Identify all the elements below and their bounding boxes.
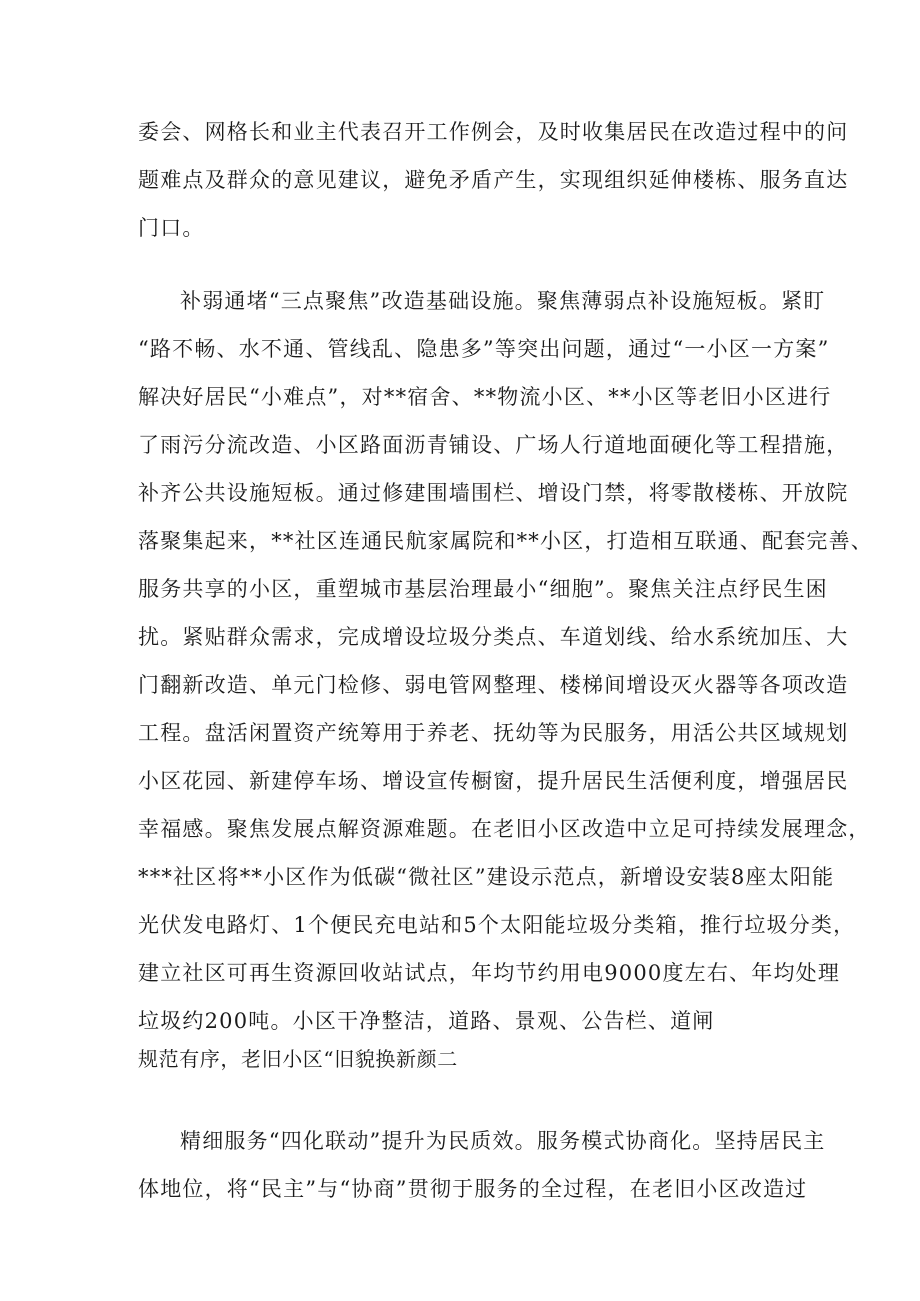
paragraph-1-line-2: 题难点及群众的意见建议，避免矛盾产生，实现组织延伸楼栋、服务直达 (138, 168, 849, 192)
paragraph-2-line-2: “路不畅、水不通、管线乱、隐患多”等突出问题，通过“一小区一方案” (138, 337, 830, 361)
paragraph-2-line-9: 门翻新改造、单元门检修、弱电管网整理、楼梯间增设灭火器等各项改造 (138, 673, 849, 697)
paragraph-2-line-17: 规范有序，老旧小区“旧貌换新颜二 (138, 1047, 458, 1071)
paragraph-2-line-5: 补齐公共设施短板。通过修建围墙围栏、增设门禁，将零散楼栋、开放院 (138, 481, 849, 505)
paragraph-3-line-2: 体地位，将“民主”与“协商”贯彻于服务的全过程，在老旧小区改造过 (138, 1177, 808, 1201)
paragraph-2-line-8: 扰。紧贴群众需求，完成增设垃圾分类点、车道划线、给水系统加压、大 (138, 625, 849, 649)
paragraph-2-line-6: 落聚集起来，**社区连通民航家属院和**小区，打造相互联通、配套完善、 (138, 529, 873, 553)
paragraph-1-line-1: 委会、网格长和业主代表召开工作例会，及时收集居民在改造过程中的问 (138, 120, 849, 144)
paragraph-2-line-11: 小区花园、新建停车场、增设宣传橱窗，提升居民生活便利度，增强居民 (138, 769, 849, 793)
paragraph-2-line-15: 建立社区可再生资源回收站试点，年均节约用电9000度左右、年均处理 (138, 961, 841, 985)
paragraph-2-line-4: 了雨污分流改造、小区路面沥青铺设、广场人行道地面硬化等工程措施， (138, 433, 849, 457)
paragraph-2-line-13: ***社区将**小区作为低碳“微社区”建设示范点，新增设安装8座太阳能 (138, 865, 835, 889)
paragraph-1-line-3: 门口。 (138, 216, 205, 240)
paragraph-2-line-14: 光伏发电路灯、1个便民充电站和5个太阳能垃圾分类箱，推行垃圾分类， (138, 913, 856, 937)
paragraph-2-line-12: 幸福感。聚焦发展点解资源难题。在老旧小区改造中立足可持续发展理念， (138, 817, 871, 841)
paragraph-2-line-16: 垃圾约200吨。小区干净整洁，道路、景观、公告栏、道闸 (138, 1009, 715, 1033)
paragraph-2-line-3: 解决好居民“小难点”，对**宿舍、**物流小区、**小区等老旧小区进行 (138, 385, 832, 409)
paragraph-2-line-1: 补弱通堵“三点聚焦”改造基础设施。聚焦薄弱点补设施短板。紧盯 (180, 289, 826, 313)
paragraph-2-line-7: 服务共享的小区，重塑城市基层治理最小“细胞”。聚焦关注点纾民生困 (138, 577, 828, 601)
paragraph-2-line-10: 工程。盘活闲置资产统筹用于养老、抚幼等为民服务，用活公共区域规划 (138, 721, 849, 745)
paragraph-3-line-1: 精细服务“四化联动”提升为民质效。服务模式协商化。坚持居民主 (180, 1129, 826, 1153)
